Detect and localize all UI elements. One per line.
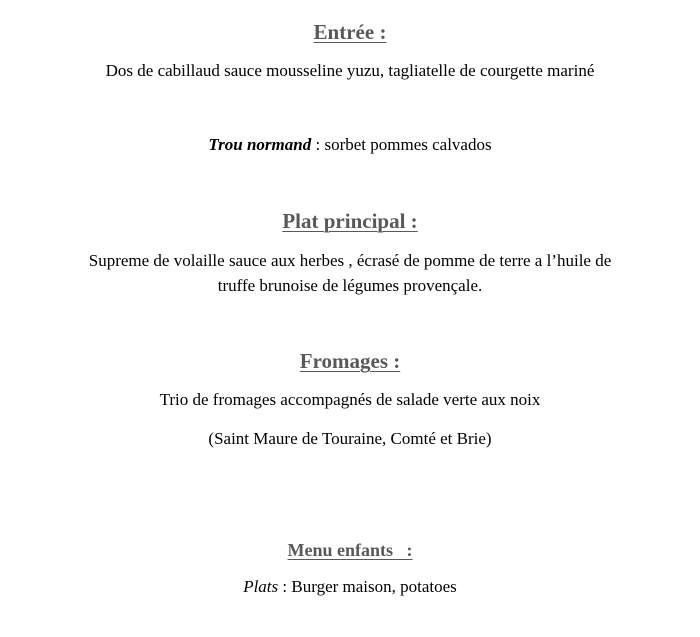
entree-heading: Entrée : — [313, 20, 387, 44]
fromages-heading: Fromages : — [299, 349, 401, 373]
fromages-line-1: Trio de fromages accompagnés de salade verte aux noix — [159, 390, 541, 409]
fromages-line-2: (Saint Maure de Touraine, Comté et Brie) — [208, 429, 492, 448]
trou-normand-description: : sorbet pommes calvados — [311, 135, 492, 154]
entree-description: Dos de cabillaud sauce mousseline yuzu, tagliatelle de courgette mariné — [105, 61, 595, 80]
trou-normand-line — [0, 134, 700, 156]
trou-normand-label: Trou normand — [208, 135, 312, 154]
menu-enfants-plats-label: Plats — [243, 577, 279, 596]
plat-principal-line-2: truffe brunoise de légumes provençale. — [217, 276, 483, 295]
menu-enfants-plats-description: : Burger maison, potatoes — [278, 577, 457, 596]
plat-principal-line-1: Supreme de volaille sauce aux herbes , écrasé de pomme de terre a l’huile de — [88, 251, 612, 270]
menu-enfants-heading: Menu enfants : — [287, 540, 413, 560]
menu-enfants-line — [0, 576, 700, 598]
plat-principal-heading: Plat principal : — [282, 209, 418, 233]
